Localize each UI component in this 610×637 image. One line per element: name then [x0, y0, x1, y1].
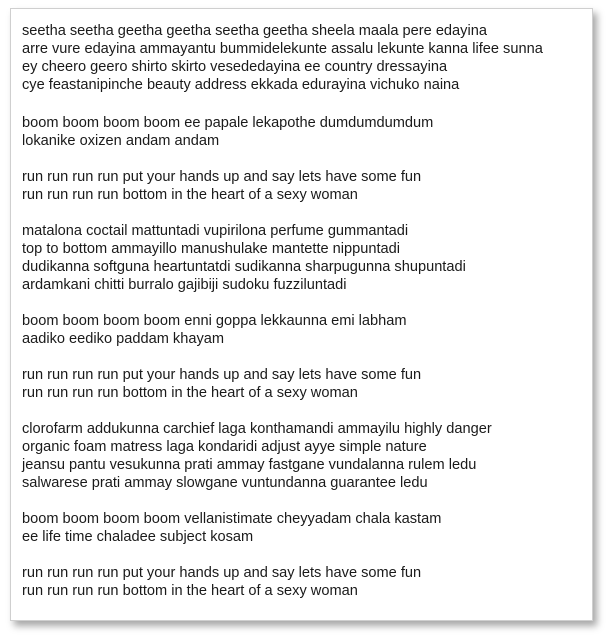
stanza: [22, 366, 592, 402]
lyric-line: seetha seetha geetha geetha seetha geetha sheela maala pere edayina: [22, 23, 487, 39]
lyric-line: matalona coctail mattuntadi vupirilona perfume gummantadi: [22, 223, 409, 239]
lyric-line: run run run run bottom in the heart of a sexy woman: [22, 187, 358, 203]
lyric-line: aadiko eediko paddam khayam: [22, 331, 225, 347]
stanza: [22, 222, 592, 294]
lyric-line: dudikanna softguna heartuntatdi sudikanna sharpugunna shupuntadi: [22, 259, 466, 275]
lyric-line: lokanike oxizen andam andam: [22, 133, 220, 149]
stanza: [22, 564, 592, 600]
lyric-line: top to bottom ammayillo manushulake mantette nippuntadi: [22, 241, 401, 257]
lyric-line: run run run run bottom in the heart of a sexy woman: [22, 583, 358, 599]
lyric-line: clorofarm addukunna carchief laga konthamandi ammayilu highly danger: [22, 421, 492, 437]
lyrics-body: [22, 22, 592, 618]
lyric-line: run run run run put your hands up and say lets have some fun: [22, 565, 422, 581]
lyric-line: ey cheero geero shirto skirto vesededayina ee country dressayina: [22, 59, 448, 75]
lyric-line: salwarese prati ammay slowgane vuntundanna guarantee ledu: [22, 475, 428, 491]
lyric-line: run run run run put your hands up and say lets have some fun: [22, 367, 422, 383]
stanza: [22, 420, 592, 492]
lyric-line: jeansu pantu vesukunna prati ammay fastgane vundalanna rulem ledu: [22, 457, 477, 473]
lyric-line: organic foam matress laga kondaridi adjust ayye simple nature: [22, 439, 427, 455]
lyric-line: boom boom boom boom enni goppa lekkaunna emi labham: [22, 313, 407, 329]
stanza: [22, 510, 592, 546]
lyric-line: ardamkani chitti burralo gajibiji sudoku fuzziluntadi: [22, 277, 347, 293]
lyric-line: run run run run put your hands up and say lets have some fun: [22, 169, 422, 185]
lyric-line: ee life time chaladee subject kosam: [22, 529, 254, 545]
lyric-line: boom boom boom boom vellanistimate cheyyadam chala kastam: [22, 511, 442, 527]
stanza: [22, 168, 592, 204]
lyric-line: boom boom boom boom ee papale lekapothe dumdumdumdum: [22, 115, 434, 131]
stanza: [22, 312, 592, 348]
stanza: [22, 22, 592, 94]
lyric-line: cye feastanipinche beauty address ekkada edurayina vichuko naina: [22, 77, 460, 93]
lyric-line: run run run run bottom in the heart of a sexy woman: [22, 385, 358, 401]
stanza: [22, 114, 592, 150]
lyric-line: arre vure edayina ammayantu bummidelekunte assalu lekunte kanna lifee sunna: [22, 41, 543, 57]
